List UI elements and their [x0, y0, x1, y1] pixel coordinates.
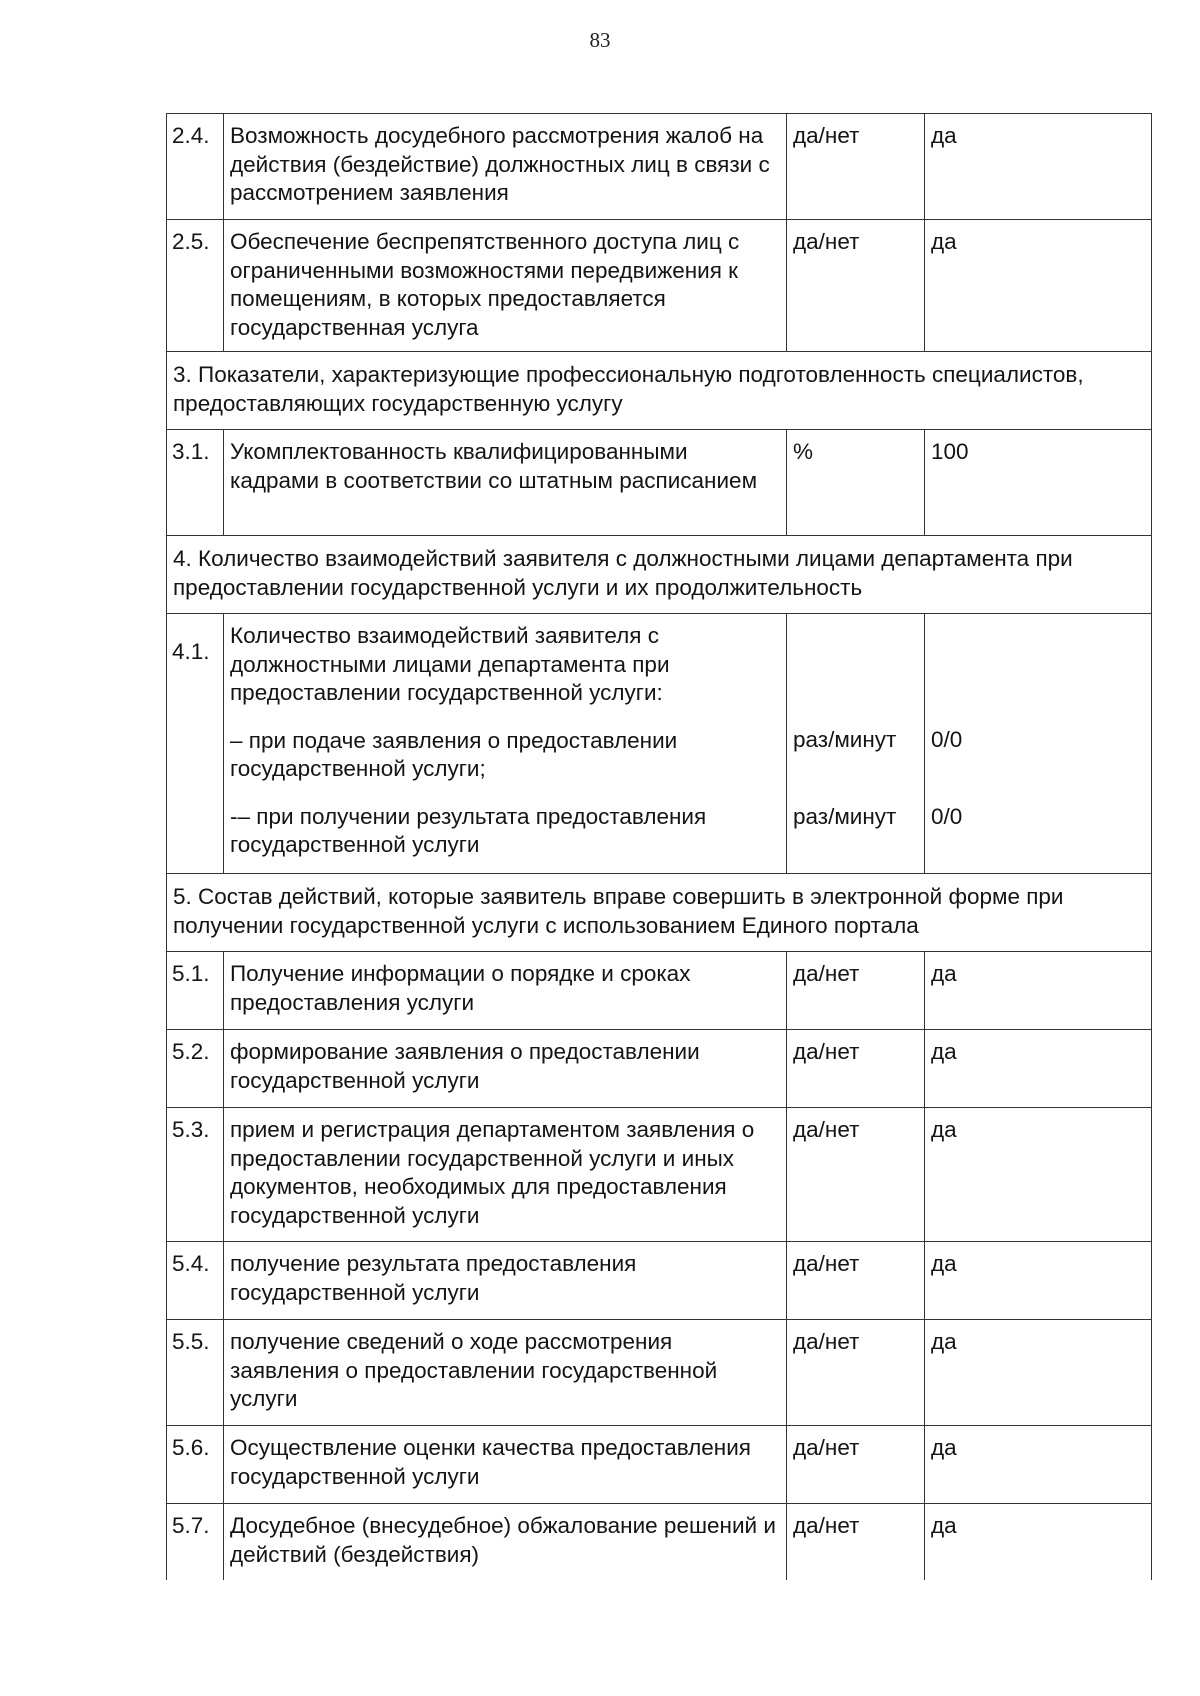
table-row	[167, 952, 1152, 1030]
row-description: получение результата предоставления государственной услуги	[224, 1242, 787, 1320]
table-row	[167, 430, 1152, 536]
row-description: прием и регистрация департаментом заявления о предоставлении государственной услуги и иных документов, необходимых для предоставления государственной услуги	[224, 1108, 787, 1242]
section-row	[167, 874, 1152, 952]
row-value: да	[925, 1108, 1152, 1242]
table-row	[167, 1242, 1152, 1320]
row-unit: да/нет	[787, 1108, 925, 1242]
row-value: да	[925, 1320, 1152, 1426]
table-row	[167, 220, 1152, 352]
row-number: 5.2.	[167, 1030, 224, 1108]
row-value: да	[925, 952, 1152, 1030]
row-description: получение сведений о ходе рассмотрения заявления о предоставлении государственной услуги	[224, 1320, 787, 1426]
row-value: да	[925, 1426, 1152, 1504]
row-unit: да/нет	[787, 114, 925, 220]
row-number: 3.1.	[167, 430, 224, 536]
row-unit: да/нет	[787, 952, 925, 1030]
interaction-result: -– при получении результата предоставления государственной услуги	[230, 803, 707, 857]
section-row	[167, 352, 1152, 430]
row-value: да	[925, 1242, 1152, 1320]
page-number: 83	[589, 28, 611, 52]
row-unit: да/нет	[787, 1426, 925, 1504]
row-unit: да/нет	[787, 1030, 925, 1108]
row-description: Осуществление оценки качества предоставления государственной услуги	[224, 1426, 787, 1504]
row-description: формирование заявления о предоставлении государственной услуги	[224, 1030, 787, 1108]
row-unit: да/нет	[787, 1320, 925, 1426]
row-number: 5.3.	[167, 1108, 224, 1242]
table-row	[167, 1108, 1152, 1242]
table-row	[167, 1426, 1152, 1504]
table-row	[167, 614, 1152, 874]
row-unit: да/нет	[787, 220, 925, 352]
row-description	[224, 614, 787, 874]
result-value: 0/0	[931, 803, 963, 829]
indicators-table	[166, 113, 1152, 1580]
section-heading: 3. Показатели, характеризующие профессиональную подготовленность специалистов, предоставляющих государственную услугу	[167, 352, 1152, 430]
row-value	[925, 614, 1152, 874]
row-unit: %	[787, 430, 925, 536]
row-description: Укомплектованность квалифицированными кадрами в соответствии со штатным расписанием	[224, 430, 787, 536]
interaction-submission: – при подаче заявления о предоставлении государственной услуги;	[230, 727, 678, 781]
row-number: 5.5.	[167, 1320, 224, 1426]
row-value: да	[925, 220, 1152, 352]
row-unit	[787, 614, 925, 874]
table-row	[167, 114, 1152, 220]
row-value: да	[925, 1030, 1152, 1108]
table-row	[167, 1504, 1152, 1580]
row-number: 5.6.	[167, 1426, 224, 1504]
row-number: 2.5.	[167, 220, 224, 352]
row-number: 4.1.	[167, 614, 224, 874]
row-value: да	[925, 114, 1152, 220]
table-row	[167, 1030, 1152, 1108]
row-value: 100	[925, 430, 1152, 536]
row-number: 5.4.	[167, 1242, 224, 1320]
row-description: Возможность досудебного рассмотрения жалоб на действия (бездействие) должностных лиц в связи с рассмотрением заявления	[224, 114, 787, 220]
section-row	[167, 536, 1152, 614]
result-unit: раз/минут	[793, 803, 897, 829]
section-heading: 4. Количество взаимодействий заявителя с должностными лицами департамента при предоставлении государственной услуги и их продолжительность	[167, 536, 1152, 614]
submission-unit: раз/минут	[793, 727, 897, 752]
section-heading: 5. Состав действий, которые заявитель вправе совершить в электронной форме при получении государственной услуги с использованием Единого портала	[167, 874, 1152, 952]
submission-value: 0/0	[931, 727, 963, 752]
row-description: Обеспечение беспрепятственного доступа лиц с ограниченными возможностями передвижения к помещениям, в которых предоставляется государственная услуга	[224, 220, 787, 352]
row-number: 2.4.	[167, 114, 224, 220]
table-row	[167, 1320, 1152, 1426]
row-unit: да/нет	[787, 1504, 925, 1580]
row-description: Получение информации о порядке и сроках предоставления услуги	[224, 952, 787, 1030]
row-value: да	[925, 1504, 1152, 1580]
row-unit: да/нет	[787, 1242, 925, 1320]
row-number: 5.7.	[167, 1504, 224, 1580]
row-description: Досудебное (внесудебное) обжалование решений и действий (бездействия)	[224, 1504, 787, 1580]
interaction-intro: Количество взаимодействий заявителя с должностными лицами департамента при предоставлении государственной услуги:	[230, 623, 670, 705]
row-number: 5.1.	[167, 952, 224, 1030]
